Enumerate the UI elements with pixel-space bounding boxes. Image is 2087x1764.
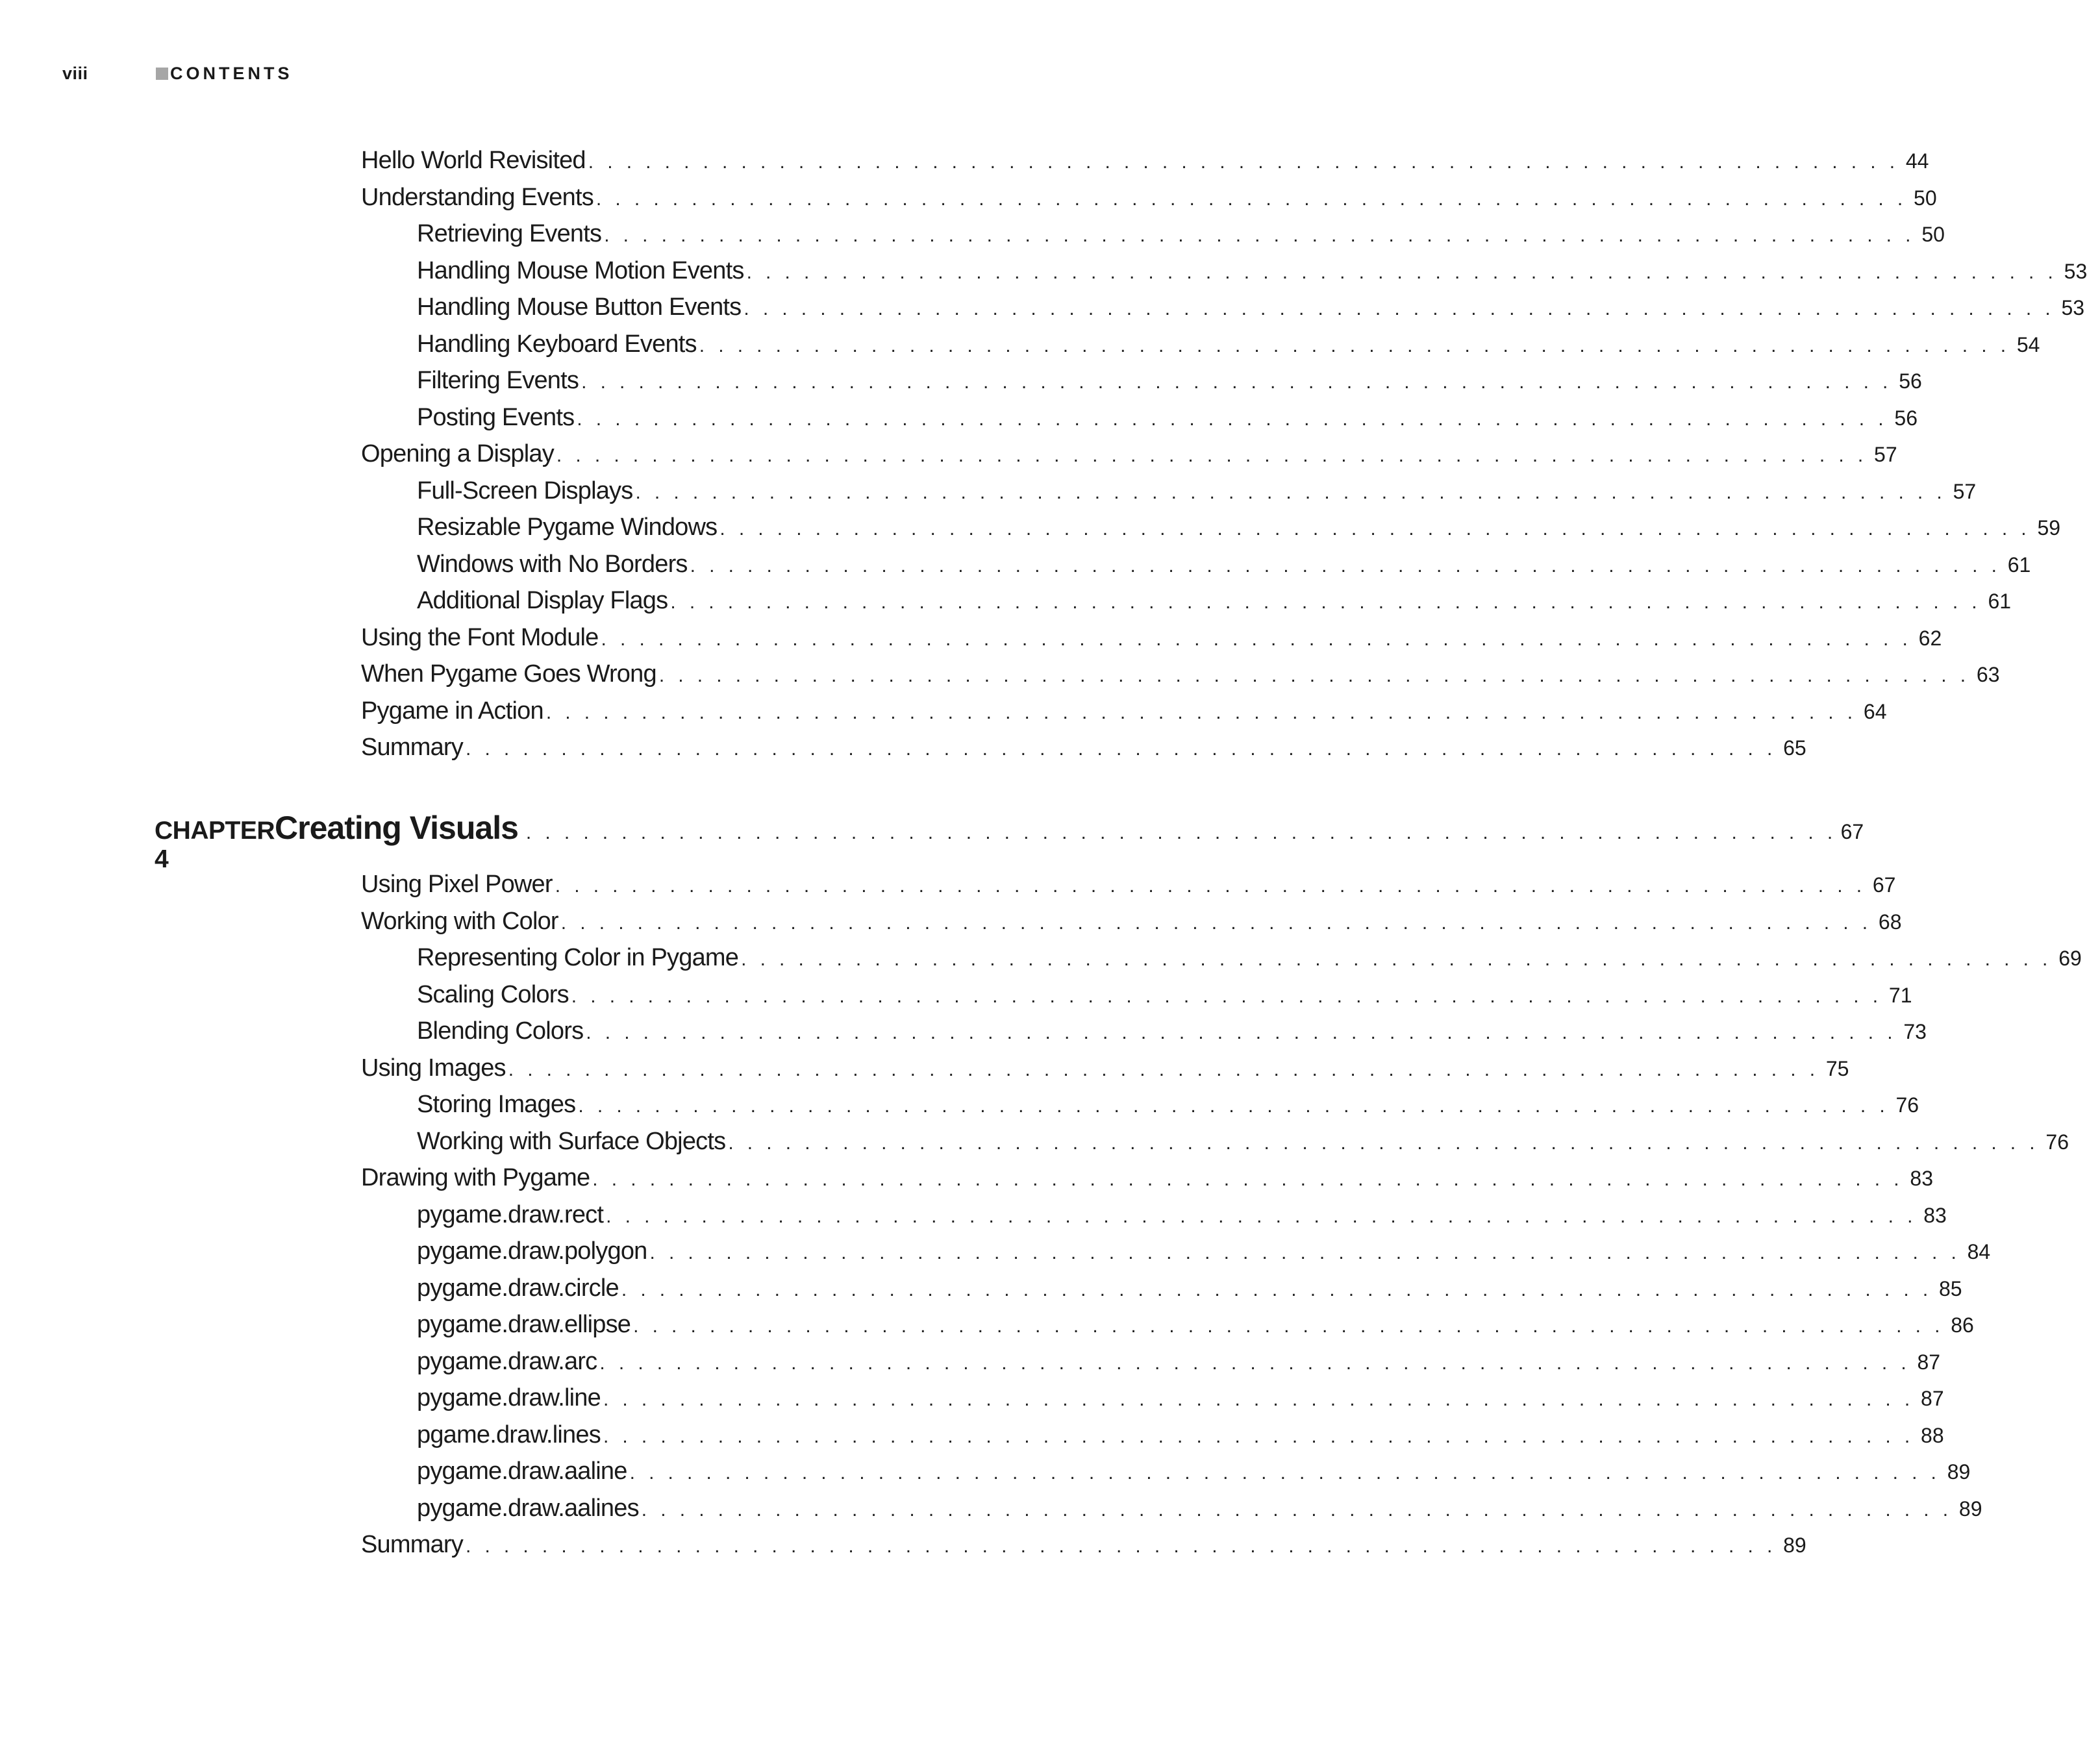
toc-page-number: 65 [1783,736,1806,760]
toc-page-number: 61 [1988,590,2012,613]
toc-subentry[interactable] [361,514,2061,551]
toc-page-number: 53 [2064,259,2087,283]
toc-subentry[interactable] [361,1347,1941,1385]
toc-entry-title[interactable]: Understanding Events [361,183,594,211]
toc-page-number: 83 [1923,1203,1947,1227]
toc-entry-title[interactable]: Summary [361,734,463,761]
running-head [62,62,293,84]
toc-entry[interactable] [361,183,1937,221]
toc-subentry[interactable] [361,1311,1974,1348]
toc-page-number: 85 [1938,1276,1962,1300]
toc-entry-title[interactable]: Working with Surface Objects [417,1127,726,1155]
toc-page-number: 68 [1878,910,1902,934]
toc-leader-dots: . . . . . . . . . . . . . . . . . . . . . . . . . . . . . . . . . . . . . . . . . . . . . . . . . . . . . . . . . . . . . . . . . . . . . [658,665,1970,686]
toc-entry-title[interactable]: Working with Color [361,907,558,935]
toc-entry[interactable] [361,1531,1806,1568]
toc-leader-dots: . . . . . . . . . . . . . . . . . . . . . . . . . . . . . . . . . . . . . . . . . . . . . . . . . . . . . . . . . . . . . . . . . . . . . [588,151,1899,173]
toc-leader-dots: . . . . . . . . . . . . . . . . . . . . . . . . . . . . . . . . . . . . . . . . . . . . . . . . . . . . . . . . . . . . . . . . . . . . . [465,738,1777,760]
toc-entry-title[interactable]: Opening a Display [361,440,554,467]
toc-page-number: 50 [1921,223,1945,246]
toc-leader-dots: . . . . . . . . . . . . . . . . . . . . . . . . . . . . . . . . . . . . . . . . . . . . . . . . . . . . . . . . . . . . . . . . . . . . . [508,1058,1819,1080]
toc-leader-dots: . . . . . . . . . . . . . . . . . . . . . . . . . . . . . . . . . . . . . . . . . . . . . . . . . . . . . . . . . . . . . . . . . . . . . [728,1132,2040,1154]
toc-leader-dots: . . . . . . . . . . . . . . . . . . . . . . . . . . . . . . . . . . . . . . . . . . . . . . . . . . . . . . . . . . . . . . . . . . . . . [601,628,1912,650]
toc-entry-title[interactable]: Using Images [361,1054,506,1082]
toc-subentry[interactable] [361,403,1918,441]
toc-entry[interactable] [361,734,1806,771]
toc-leader-dots: . . . . . . . . . . . . . . . . . . . . . . . . . . . . . . . . . . . . . . . . . . . . . . . . . . . . . . . . . . . . . . . . . . . . . [604,225,1915,246]
toc-page-number: 88 [1921,1423,1944,1447]
toc-leader-dots: . . . . . . . . . . . . . . . . . . . . . . . . . . . . . . . . . . . . . . . . . . . . . . . . . . . . . . . . . . . . . . . . . . . . . [571,985,1882,1007]
toc-entry[interactable] [361,1164,1933,1201]
toc-leader-dots: . . . . . . . . . . . . . . . . . . . . . . . . . . . . . . . . . . . . . . . . . . . . . . . . . . . . . . . . . . . . . . . . . . . . . [744,298,2055,319]
chapter-page-number: 67 [1840,820,1864,843]
toc-page-number: 44 [1905,149,1929,173]
toc-leader-dots: . . . . . . . . . . . . . . . . . . . . . . . . . . . . . . . . . . . . . . . . . . . . . . . . . . . . . . . . . . . . . . . . . . . . . [633,1315,1944,1337]
toc-entry-title[interactable]: Windows with No Borders [417,550,688,578]
toc-entry-title[interactable]: Pygame in Action [361,697,544,725]
toc-page-number: 59 [2037,516,2061,540]
toc-leader-dots: . . . . . . . . . . . . . . . . . . . . . . . . . . . . . . . . . . . . . . . . . . . . . . . . . . . . . . . . . . . . . . . . . . . . . [621,1278,1932,1300]
toc-entry[interactable] [361,697,1887,734]
toc-leader-dots: . . . . . . . . . . . . . . . . . . . . . . . . . . . . . . . . . . . . . . . . . . . . . . . . . . . . . . . . . . . . . . . . . . . . . [599,1352,1911,1374]
toc-subentry[interactable] [361,330,2040,367]
toc-page-number: 57 [1874,443,1897,466]
toc-entry-title[interactable]: Hello World Revisited [361,147,586,174]
toc-page-number: 89 [1783,1534,1806,1557]
toc-page-number: 69 [2058,947,2082,970]
toc-page-number: 63 [1976,663,2000,686]
toc-page-number: 62 [1918,626,1942,650]
toc-entry[interactable] [361,623,1942,661]
toc-subentry[interactable] [361,256,2087,294]
toc-leader-dots: . . . . . . . . . . . . . . . . . . . . . . . . . . . . . . . . . . . . . . . . . . . . . . . . . . . . . . . . . . . . . . . . . . . . . [699,334,2010,356]
toc-subentry[interactable] [361,220,1945,257]
toc-page-number: 76 [2045,1130,2069,1154]
toc-page-number: 67 [1872,873,1896,897]
toc-entry-title[interactable]: pygame.draw.aaline [417,1458,627,1485]
toc-page-number: 84 [1967,1240,1991,1263]
toc-subentry[interactable] [361,1494,1982,1532]
toc-entry-title[interactable]: pygame.draw.aalines [417,1494,639,1522]
toc-subentry[interactable] [361,293,2085,330]
toc-leader-dots: . . . . . . . . . . . . . . . . . . . . . . . . . . . . . . . . . . . . . . . . . . . . . . . . . . . . . . . . . . . . . . . . . . . . . [670,591,1982,613]
toc-entry-title[interactable]: Handling Mouse Motion Events [417,256,744,284]
toc-page-number: 89 [1947,1460,1971,1484]
toc-leader-dots: . . . . . . . . . . . . . . . . . . . . . . . . . . . . . . . . . . . . . . . . . . . . . . . . . . . . . . . . . . . . . . . . . . . . . [741,949,2052,970]
toc-subentry[interactable] [361,550,2031,588]
toc-page-number: 53 [2061,296,2085,319]
toc-entry[interactable] [361,907,1902,945]
toc-entry-title[interactable]: Scaling Colors [417,980,569,1008]
toc-entry-title[interactable]: Handling Mouse Button Events [417,293,742,321]
toc-leader-dots: . . . . . . . . . . . . . . . . . . . . . . . . . . . . . . . . . . . . . . . . . . . . . . . . . . . . . . . . . . . . . . . . . . . . . [555,875,1866,897]
toc-entry-title[interactable]: Drawing with Pygame [361,1164,590,1191]
toc-leader-dots: . . . . . . . . . . . . . . . . . . . . . . . . . . . . . . . . . . . . . . . . . . . . . . . . . . . . . . . . . . . . . . . . . . . . . [635,481,1947,503]
toc-subentry[interactable] [361,1421,1944,1458]
toc-entry[interactable] [361,871,1896,908]
toc-section-chapter4 [361,871,2082,1568]
toc-entry-title[interactable]: Posting Events [417,403,575,431]
toc-entry-title[interactable]: Using the Font Module [361,623,599,651]
toc-subentry[interactable] [361,1458,1971,1495]
toc-page-number: 54 [2016,332,2040,356]
toc-entry-title[interactable]: Using Pixel Power [361,871,553,898]
toc-leader-dots: . . . . . . . . . . . . . . . . . . . . . . . . . . . . . . . . . . . . . . . . . . . . . . . . . . . . . . . . . . . . . . . . . . . . . [603,1389,1914,1410]
chapter-label: CHAPTER 4 [155,817,275,873]
toc-leader-dots: . . . . . . . . . . . . . . . . . . . . . . . . . . . . . . . . . . . . . . . . . . . . . . . . . . . . . . . . . . . . . . . . . . . . . [719,518,2031,540]
toc-entry-title[interactable]: When Pygame Goes Wrong [361,660,656,688]
section-title: CONTENTS [170,63,293,83]
toc-page-number: 75 [1825,1056,1849,1080]
toc-page-number: 71 [1888,983,1912,1007]
toc-leader-dots: . . . . . . . . . . . . . . . . . . . . . . . . . . . . . . . . . . . . . . . . . . . . . . . . . . . . . . . . . . . . . . . . . . . . . [641,1498,1953,1521]
toc-subentry[interactable] [361,1017,1927,1054]
toc-leader-dots: . . . . . . . . . . . . . . . . . . . . . . . . . . . . . . . . . . . . . . . . . . . . . . . . . . . . . . . . . . . . . . . . . . . . . [581,371,1892,393]
toc-page-number: 86 [1951,1313,1974,1337]
toc-subentry[interactable] [361,1384,1944,1421]
toc-page-number: 57 [1953,479,1977,503]
toc-entry-title[interactable]: pygame.draw.rect [417,1200,604,1228]
toc-leader-dots: . . . . . . . . . . . . . . . . . . . . . . . . . . . . . . . . . . . . . . . . . . . . . . . . . . . . . . . . . . . . . . . . . . . . . [545,701,1857,723]
section-marker-icon [156,68,168,80]
toc-subentry[interactable] [361,980,1912,1018]
toc-leader-dots: . . . . . . . . . . . . . . . . . . . . . . . . . . . . . . . . . . . . . . . . . . . . . . . . . . . . . . . . . . . . . . . . . . . . . [649,1242,1961,1263]
toc-page-number: 61 [2007,553,2031,577]
toc-entry-title[interactable]: Filtering Events [417,367,579,394]
toc-leader-dots: . . . . . . . . . . . . . . . . . . . . . . . . . . . . . . . . . . . . . . . . . . . . . . . . . . . . . . . . . . . . . . . . . . . . . [690,554,2001,577]
toc-subentry[interactable] [361,367,1922,404]
toc-page-number: 83 [1910,1167,1933,1190]
toc-subentry[interactable] [361,1200,1947,1238]
chapter-title[interactable]: Creating Visuals [275,810,518,846]
toc-subentry[interactable] [361,1127,2069,1165]
toc-page-number: 87 [1917,1350,1941,1374]
toc-entry-title[interactable]: Blending Colors [417,1017,584,1045]
toc-entry-title[interactable]: Handling Keyboard Events [417,330,697,358]
toc-section-chapter3 [361,147,2087,771]
toc-entry[interactable] [361,1054,1849,1091]
toc-subentry[interactable] [361,944,2082,981]
toc-entry-title[interactable]: pygame.draw.ellipse [417,1311,631,1338]
toc-leader-dots: . . . . . . . . . . . . . . . . . . . . . . . . . . . . . . . . . . . . . . . . . . . . . . . . . . . . . . . . . . . . . . . . . . . . . [603,1425,1914,1447]
toc-page-number: 89 [1958,1497,1982,1521]
toc-entry-title[interactable]: Additional Display Flags [417,587,668,614]
toc-leader-dots: . . . . . . . . . . . . . . . . . . . . . . . . . . . . . . . . . . . . . . . . . . . . . . . . . . . . . . . . . . . . . . . . . . . . . [595,188,1907,210]
page-number: viii [62,63,88,83]
toc-leader-dots: . . . . . . . . . . . . . . . . . . . . . . . . . . . . . . . . . . . . . . . . . . . . . . . . . . . . . . . . . . . . . . . . . . . . . [578,1095,1890,1117]
toc-entry-title[interactable]: Resizable Pygame Windows [417,514,718,541]
toc-subentry[interactable] [361,1237,1991,1274]
toc-entry-title[interactable]: Representing Color in Pygame [417,944,739,971]
toc-page-number: 64 [1863,699,1887,723]
toc-subentry[interactable] [361,477,1977,514]
chapter-heading-row[interactable] [155,809,1864,873]
toc-entry-title[interactable]: pygame.draw.arc [417,1347,597,1375]
toc-entry[interactable] [361,147,1929,184]
toc-subentry[interactable] [361,587,2012,624]
toc-leader-dots: . . . . . . . . . . . . . . . . . . . . . . . . . . . . . . . . . . . . . . . . . . . . . . . . . . . . . . . . . . . . . . . . . . . . . [577,408,1888,430]
toc-page-number: 50 [1914,186,1937,210]
toc-entry[interactable] [361,660,2000,697]
toc-entry-title[interactable]: pygame.draw.line [417,1384,601,1411]
toc-leader-dots: . . . . . . . . . . . . . . . . . . . . . . . . . . . . . . . . . . . . . . . . . . . . . . . . . . . . . . . . . . . . . . . . . . . . . [586,1022,1897,1043]
toc-leader-dots: . . . . . . . . . . . . . . . . . . . . . . . . . . . . . . . . . . . . . . . . . . . . . . . . . . . . . . . . . . . . . . . . . . . . . [592,1169,1903,1190]
toc-entry-title[interactable]: pgame.draw.lines [417,1421,601,1448]
toc-page-number: 76 [1895,1093,1919,1117]
toc-leader-dots: . . . . . . . . . . . . . . . . . . . . . . . . . . . . . . . . . . . . . . . . . . . . . . . . . . . . . . . . . . . . . . . . . . . . . [560,912,1872,934]
toc-leader-dots: . . . . . . . . . . . . . . . . . . . . . . . . . . . . . . . . . . . . . . . . . . . . . . . . . . . . . . . . . . . . . . . . . . . . . [606,1205,1917,1227]
toc-entry-title[interactable]: Retrieving Events [417,220,602,247]
toc-entry-title[interactable]: pygame.draw.polygon [417,1237,647,1265]
toc-entry-title[interactable]: Summary [361,1531,463,1558]
toc-page-number: 56 [1894,406,1918,430]
toc-leader-dots: . . . . . . . . . . . . . . . . . . . . . . . . . . . . . . . . . . . . . . . . . . . . . . . . . . . . . . . . . . . . . . . . . . . . . [746,261,2058,283]
toc-entry-title[interactable]: Storing Images [417,1091,576,1118]
chapter-leader-dots: . . . . . . . . . . . . . . . . . . . . . . . . . . . . . . . . . . . . . . . . . . . . . . . . . . . . . . . . . . . . . . . . . . . . . [525,822,1837,843]
toc-page-number: 56 [1899,369,1922,393]
toc-page-number: 73 [1903,1020,1927,1043]
toc-entry[interactable] [361,440,1897,477]
toc-page-number: 87 [1921,1387,1944,1410]
toc-leader-dots: . . . . . . . . . . . . . . . . . . . . . . . . . . . . . . . . . . . . . . . . . . . . . . . . . . . . . . . . . . . . . . . . . . . . . [465,1535,1777,1557]
toc-entry-title[interactable]: Full-Screen Displays [417,477,633,504]
toc-entry-title[interactable]: pygame.draw.circle [417,1274,619,1302]
toc-leader-dots: . . . . . . . . . . . . . . . . . . . . . . . . . . . . . . . . . . . . . . . . . . . . . . . . . . . . . . . . . . . . . . . . . . . . . [556,445,1868,466]
toc-subentry[interactable] [361,1274,1962,1311]
toc-leader-dots: . . . . . . . . . . . . . . . . . . . . . . . . . . . . . . . . . . . . . . . . . . . . . . . . . . . . . . . . . . . . . . . . . . . . . [629,1462,1941,1484]
toc-subentry[interactable] [361,1091,1919,1128]
